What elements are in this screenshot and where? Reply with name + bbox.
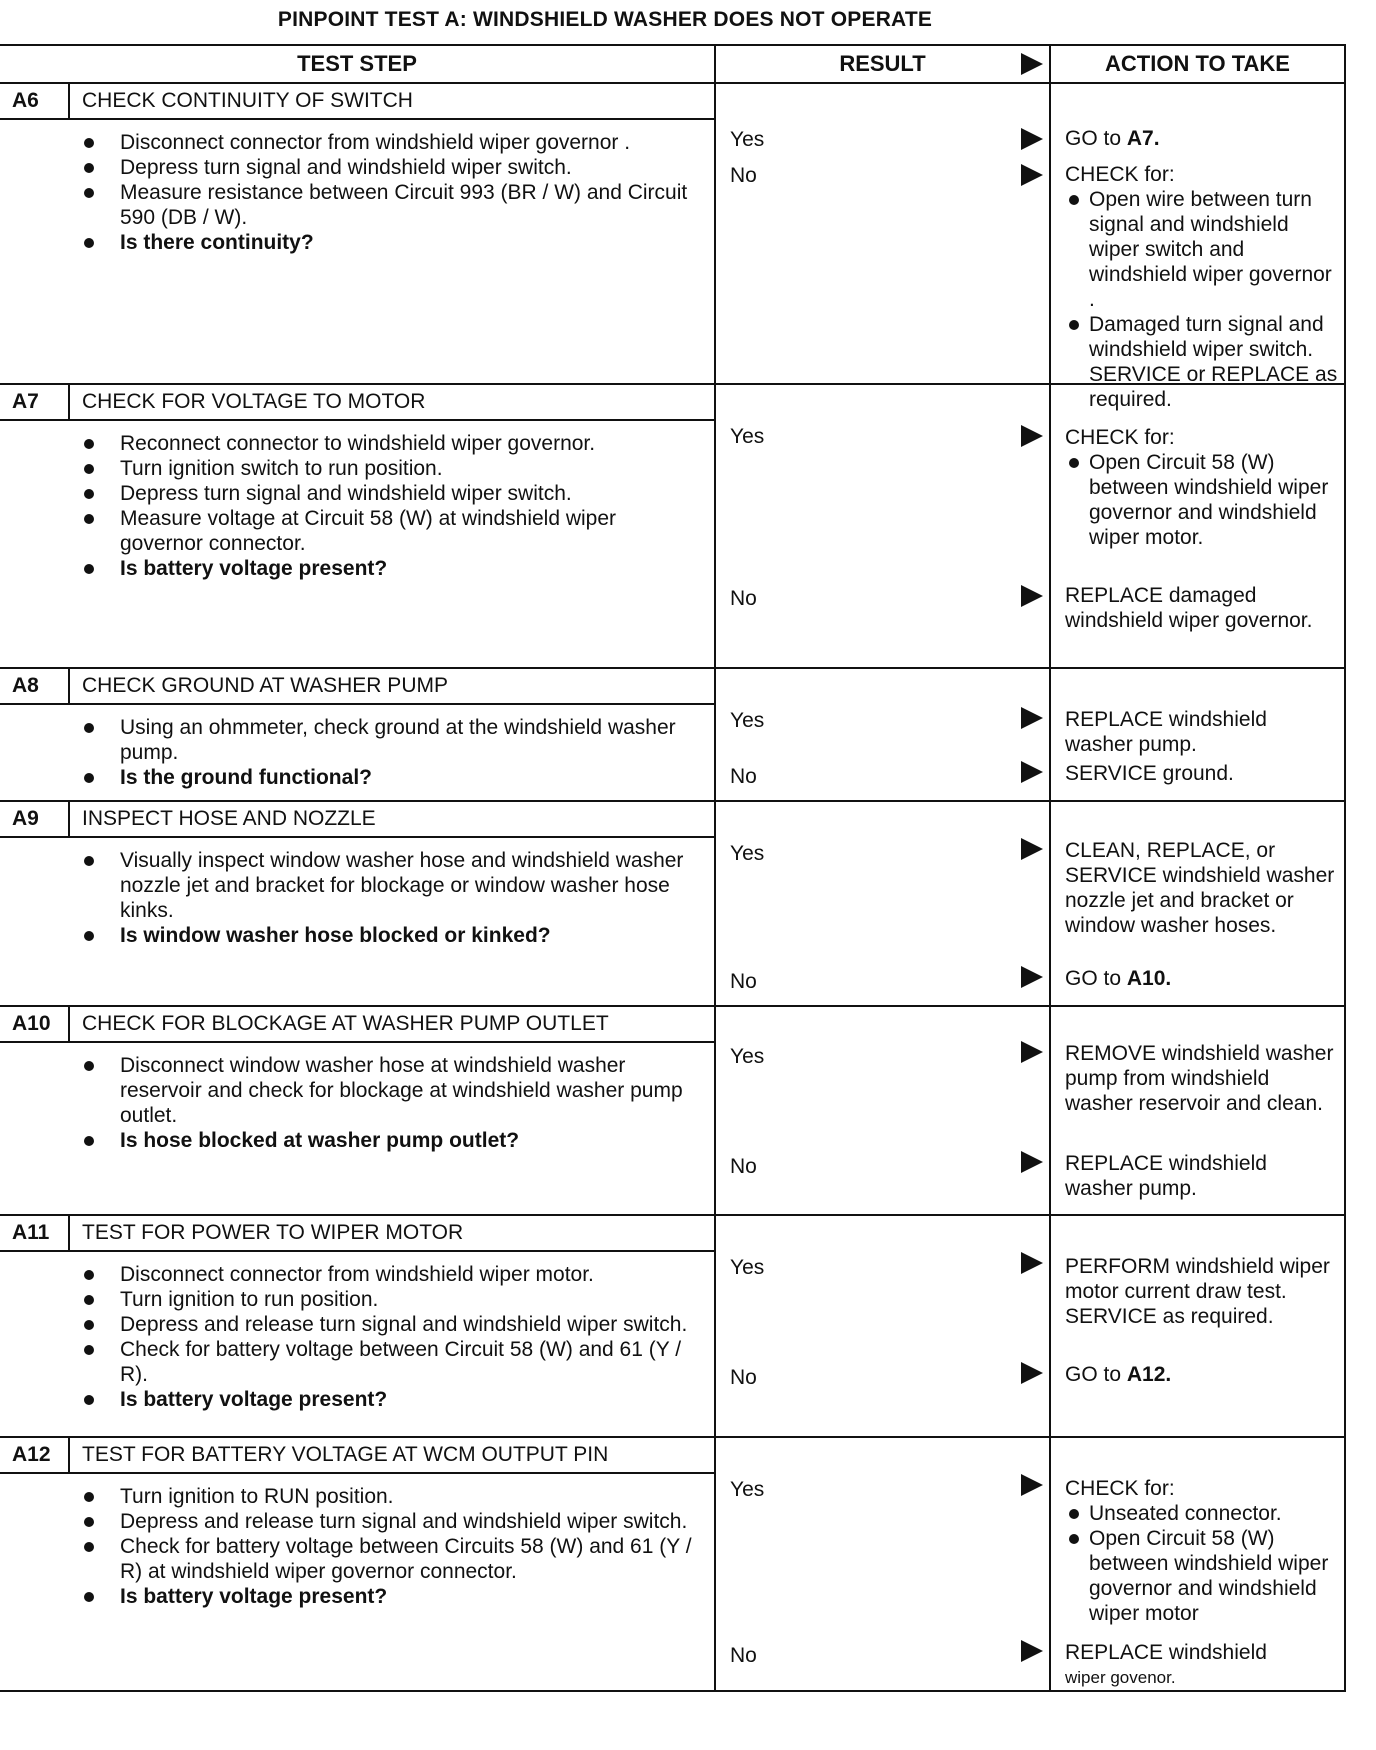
arrow-right-icon bbox=[1021, 1252, 1043, 1274]
step-title: CHECK GROUND AT WASHER PUMP bbox=[82, 674, 448, 697]
step-id: A9 bbox=[0, 802, 70, 836]
step-question: Is battery voltage present? bbox=[80, 1387, 694, 1412]
instruction-item: Measure voltage at Circuit 58 (W) at windshield wiper governor connector. bbox=[80, 506, 694, 556]
instruction-item: Turn ignition to run position. bbox=[80, 1287, 694, 1312]
action-yes: PERFORM windshield wiper motor current draw test. SERVICE as required. bbox=[1065, 1255, 1330, 1328]
result-no: No bbox=[730, 1644, 757, 1667]
step-instructions bbox=[0, 1043, 714, 1159]
arrow-right-icon bbox=[1021, 1640, 1043, 1662]
action-no bbox=[1065, 1362, 1338, 1387]
test-step-row-a9 bbox=[0, 802, 1346, 1007]
step-id: A12 bbox=[0, 1438, 70, 1472]
instruction-item: Reconnect connector to windshield wiper governor. bbox=[80, 431, 694, 456]
arrow-right-icon bbox=[1021, 585, 1043, 607]
result-no: No bbox=[730, 970, 757, 993]
action-yes bbox=[1065, 425, 1338, 550]
instruction-item: Visually inspect window washer hose and windshield washer nozzle jet and bracket for blockage or window washer hose kinks. bbox=[80, 848, 694, 923]
result-no: No bbox=[730, 1155, 757, 1178]
instruction-item: Check for battery voltage between Circuit 58 (W) and 61 (Y / R). bbox=[80, 1337, 694, 1387]
result-no: No bbox=[730, 164, 757, 187]
action-item: Open Circuit 58 (W) between windshield wiper governor and windshield wiper motor bbox=[1065, 1526, 1338, 1626]
instruction-item: Turn ignition to RUN position. bbox=[80, 1484, 694, 1509]
arrow-right-icon bbox=[1021, 53, 1043, 75]
action-text: GO to bbox=[1065, 1363, 1122, 1386]
instruction-item: Disconnect connector from windshield wiper motor. bbox=[80, 1262, 694, 1287]
action-text: CHECK for: bbox=[1065, 163, 1175, 186]
arrow-right-icon bbox=[1021, 761, 1043, 783]
action-yes bbox=[1065, 126, 1338, 151]
action-yes: REPLACE windshield washer pump. bbox=[1065, 708, 1267, 756]
header-result-label: RESULT bbox=[839, 51, 926, 76]
instruction-item: Disconnect connector from windshield wiper governor . bbox=[80, 130, 694, 155]
action-yes: CLEAN, REPLACE, or SERVICE windshield washer nozzle jet and bracket or window washer hoses. bbox=[1065, 839, 1335, 937]
instruction-item: Disconnect window washer hose at windshield washer reservoir and check for blockage at windshield washer pump outlet. bbox=[80, 1053, 694, 1128]
instruction-item: Depress turn signal and windshield wiper switch. bbox=[80, 481, 694, 506]
instruction-item: Depress turn signal and windshield wiper switch. bbox=[80, 155, 694, 180]
arrow-right-icon bbox=[1021, 128, 1043, 150]
result-yes: Yes bbox=[730, 709, 765, 732]
arrow-right-icon bbox=[1021, 1041, 1043, 1063]
action-yes bbox=[1065, 1476, 1338, 1626]
test-step-row-a10 bbox=[0, 1007, 1346, 1216]
step-instructions bbox=[0, 120, 714, 261]
instruction-item: Measure resistance between Circuit 993 (BR / W) and Circuit 590 (DB / W). bbox=[80, 180, 694, 230]
step-question: Is there continuity? bbox=[80, 230, 694, 255]
header-test-step: TEST STEP bbox=[0, 46, 716, 82]
instruction-item: Turn ignition switch to run position. bbox=[80, 456, 694, 481]
action-item: Open Circuit 58 (W) between windshield wiper governor and windshield wiper motor. bbox=[1065, 450, 1338, 550]
result-yes: Yes bbox=[730, 1256, 765, 1279]
arrow-right-icon bbox=[1021, 838, 1043, 860]
action-text: CHECK for: bbox=[1065, 426, 1175, 449]
step-title: TEST FOR POWER TO WIPER MOTOR bbox=[82, 1221, 464, 1244]
action-text: REPLACE windshield bbox=[1065, 1641, 1267, 1664]
action-no bbox=[1065, 162, 1338, 412]
page-title: PINPOINT TEST A: WINDSHIELD WASHER DOES NOT OPERATE bbox=[277, 8, 933, 31]
step-title: TEST FOR BATTERY VOLTAGE AT WCM OUTPUT PIN bbox=[82, 1443, 609, 1466]
step-instructions bbox=[0, 1474, 714, 1615]
step-id: A10 bbox=[0, 1007, 70, 1041]
header-action-to-take: ACTION TO TAKE bbox=[1051, 46, 1346, 82]
result-no: No bbox=[730, 587, 757, 610]
action-no bbox=[1065, 1640, 1338, 1690]
arrow-right-icon bbox=[1021, 966, 1043, 988]
action-no: REPLACE damaged windshield wiper governor. bbox=[1065, 584, 1313, 632]
result-yes: Yes bbox=[730, 1045, 765, 1068]
step-instructions bbox=[0, 705, 714, 796]
step-instructions bbox=[0, 421, 714, 587]
action-yes: REMOVE windshield washer pump from windshield washer reservoir and clean. bbox=[1065, 1042, 1334, 1115]
step-instructions bbox=[0, 838, 714, 954]
step-title: CHECK CONTINUITY OF SWITCH bbox=[82, 89, 413, 112]
step-id: A7 bbox=[0, 385, 70, 419]
step-title: CHECK FOR VOLTAGE TO MOTOR bbox=[82, 390, 426, 413]
result-no: No bbox=[730, 1366, 757, 1389]
step-title: CHECK FOR BLOCKAGE AT WASHER PUMP OUTLET bbox=[82, 1012, 609, 1035]
action-ref: A10. bbox=[1126, 967, 1172, 990]
step-id: A6 bbox=[0, 84, 70, 118]
arrow-right-icon bbox=[1021, 1362, 1043, 1384]
result-yes: Yes bbox=[730, 842, 765, 865]
instruction-item: Check for battery voltage between Circuits 58 (W) and 61 (Y / R) at windshield wiper governor connector. bbox=[80, 1534, 694, 1584]
arrow-right-icon bbox=[1021, 1474, 1043, 1496]
action-item: Open wire between turn signal and windshield wiper switch and windshield wiper governor . bbox=[1065, 187, 1338, 312]
arrow-right-icon bbox=[1021, 707, 1043, 729]
result-no: No bbox=[730, 765, 757, 788]
result-yes: Yes bbox=[730, 425, 765, 448]
result-yes: Yes bbox=[730, 1478, 765, 1501]
action-item: Damaged turn signal and windshield wiper switch. SERVICE or REPLACE as required. bbox=[1065, 312, 1338, 412]
action-no: SERVICE ground. bbox=[1065, 762, 1234, 785]
header-result bbox=[716, 46, 1051, 82]
action-text-small: wiper govenor. bbox=[1065, 1668, 1176, 1687]
instruction-item: Depress and release turn signal and windshield wiper switch. bbox=[80, 1509, 694, 1534]
pinpoint-test-table bbox=[0, 44, 1346, 1692]
action-ref: A7. bbox=[1126, 127, 1160, 150]
step-title: INSPECT HOSE AND NOZZLE bbox=[82, 807, 376, 830]
test-step-row-a8 bbox=[0, 669, 1346, 802]
action-ref: A12. bbox=[1126, 1363, 1172, 1386]
action-item: Unseated connector. bbox=[1065, 1501, 1338, 1526]
step-instructions bbox=[0, 1252, 714, 1418]
test-step-row-a11 bbox=[0, 1216, 1346, 1438]
arrow-right-icon bbox=[1021, 1151, 1043, 1173]
step-question: Is the ground functional? bbox=[80, 765, 694, 790]
table-header bbox=[0, 46, 1346, 84]
step-id: A11 bbox=[0, 1216, 70, 1250]
action-text: GO to bbox=[1065, 967, 1122, 990]
arrow-right-icon bbox=[1021, 164, 1043, 186]
step-question: Is battery voltage present? bbox=[80, 1584, 694, 1609]
step-question: Is window washer hose blocked or kinked? bbox=[80, 923, 694, 948]
instruction-item: Depress and release turn signal and windshield wiper switch. bbox=[80, 1312, 694, 1337]
instruction-item: Using an ohmmeter, check ground at the windshield washer pump. bbox=[80, 715, 694, 765]
test-step-row-a7 bbox=[0, 385, 1346, 669]
action-text: GO to bbox=[1065, 127, 1122, 150]
action-no: REPLACE windshield washer pump. bbox=[1065, 1152, 1267, 1200]
step-question: Is hose blocked at washer pump outlet? bbox=[80, 1128, 694, 1153]
step-question: Is battery voltage present? bbox=[80, 556, 694, 581]
action-text: CHECK for: bbox=[1065, 1477, 1175, 1500]
action-no bbox=[1065, 966, 1338, 991]
arrow-right-icon bbox=[1021, 425, 1043, 447]
step-id: A8 bbox=[0, 669, 70, 703]
test-step-row-a12 bbox=[0, 1438, 1346, 1690]
result-yes: Yes bbox=[730, 128, 765, 151]
